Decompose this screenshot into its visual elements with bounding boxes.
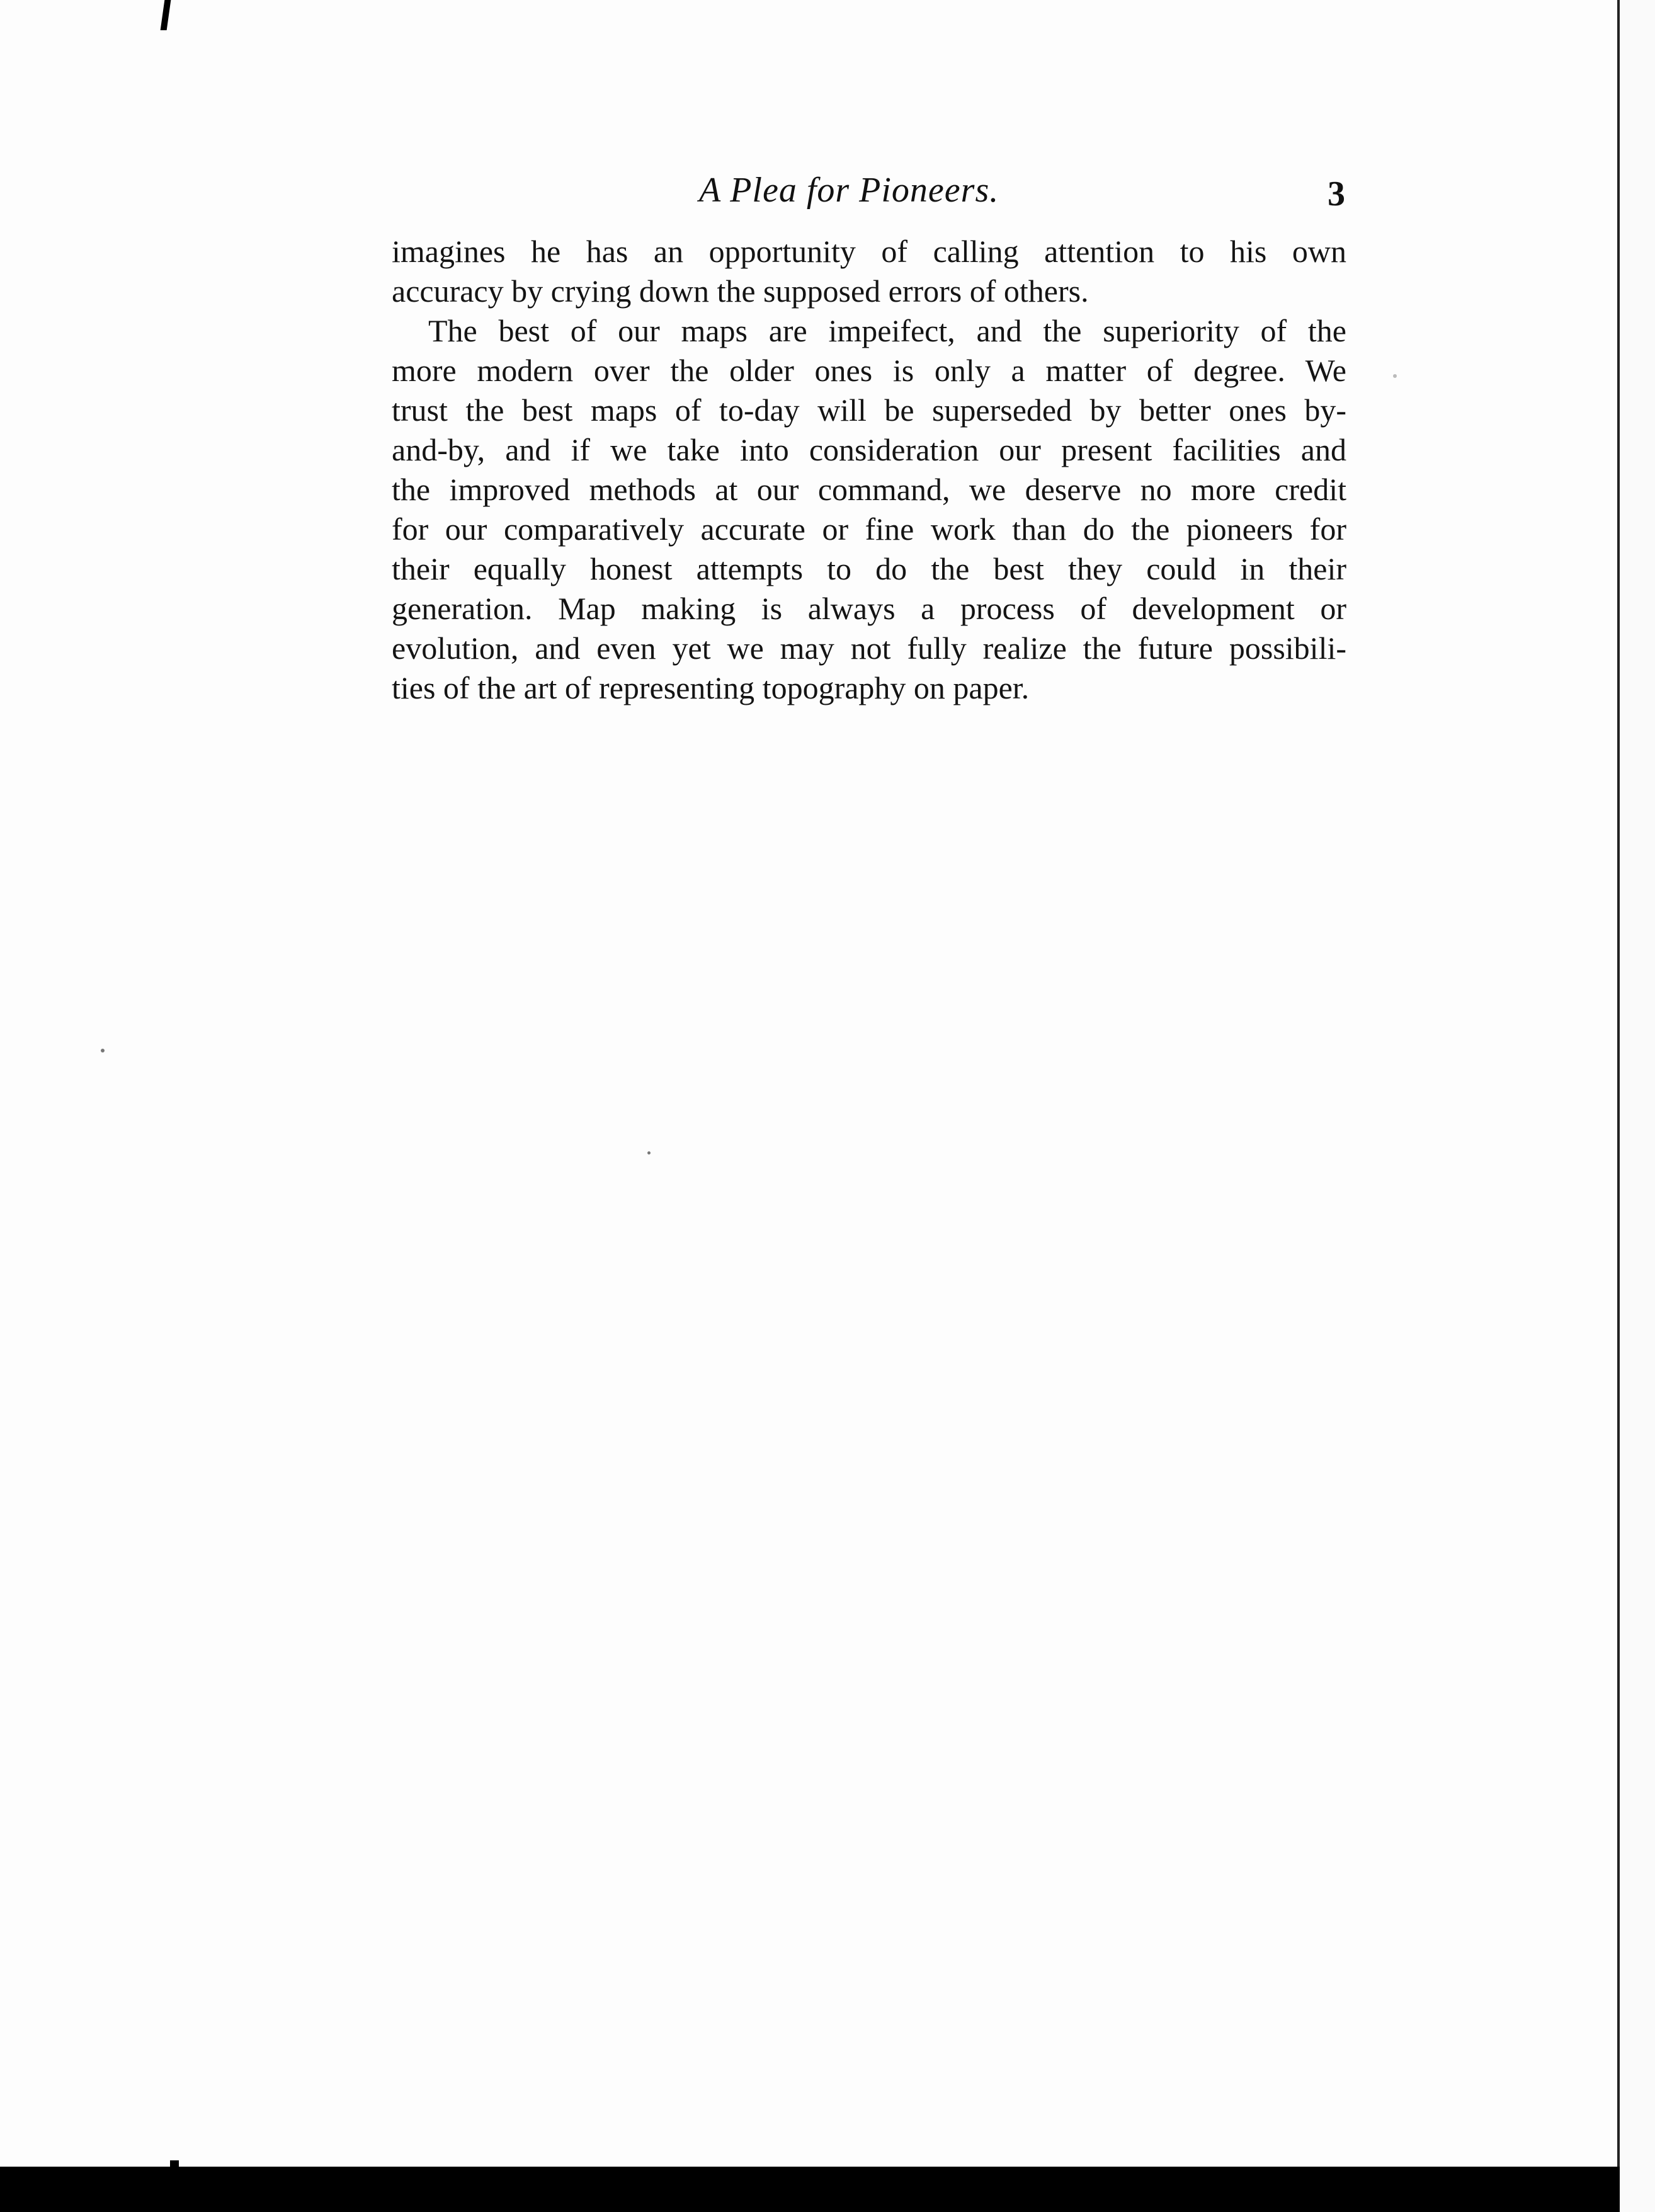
text-line: for our comparatively accurate or fine work than do the pioneers for <box>392 511 1346 547</box>
page-number: 3 <box>1328 174 1345 214</box>
text-line: imagines he has an opportunity of calling attention to his own <box>392 234 1346 269</box>
right-scan-margin <box>1620 0 1655 2212</box>
text-line: evolution, and even yet we may not fully realize the future possibili- <box>392 630 1346 666</box>
text-line: more modern over the older ones is only a matter of degree. We <box>392 353 1346 388</box>
bottom-left-scan-mark <box>170 2160 179 2169</box>
dust-speck <box>1393 374 1397 378</box>
text-line: generation. Map making is always a process of development or <box>392 591 1346 626</box>
dust-speck <box>101 1049 105 1052</box>
text-line: The best of our maps are impeifect, and the superiority of the <box>428 313 1346 348</box>
text-line: ties of the art of representing topography on paper. <box>392 670 1030 705</box>
text-line: the improved methods at our command, we deserve no more credit <box>392 472 1346 507</box>
running-head-title: A Plea for Pioneers. <box>699 171 999 210</box>
running-head <box>0 170 1617 227</box>
dust-speck <box>647 1151 651 1154</box>
text-line: and-by, and if we take into consideration our present facilities and <box>392 432 1346 467</box>
bottom-scan-margin <box>0 2167 1620 2212</box>
text-line: their equally honest attempts to do the best they could in their <box>392 551 1346 586</box>
text-line: accuracy by crying down the supposed errors of others. <box>392 273 1089 309</box>
body-paragraphs <box>392 232 1346 708</box>
text-line: trust the best maps of to-day will be superseded by better ones by- <box>392 392 1346 428</box>
